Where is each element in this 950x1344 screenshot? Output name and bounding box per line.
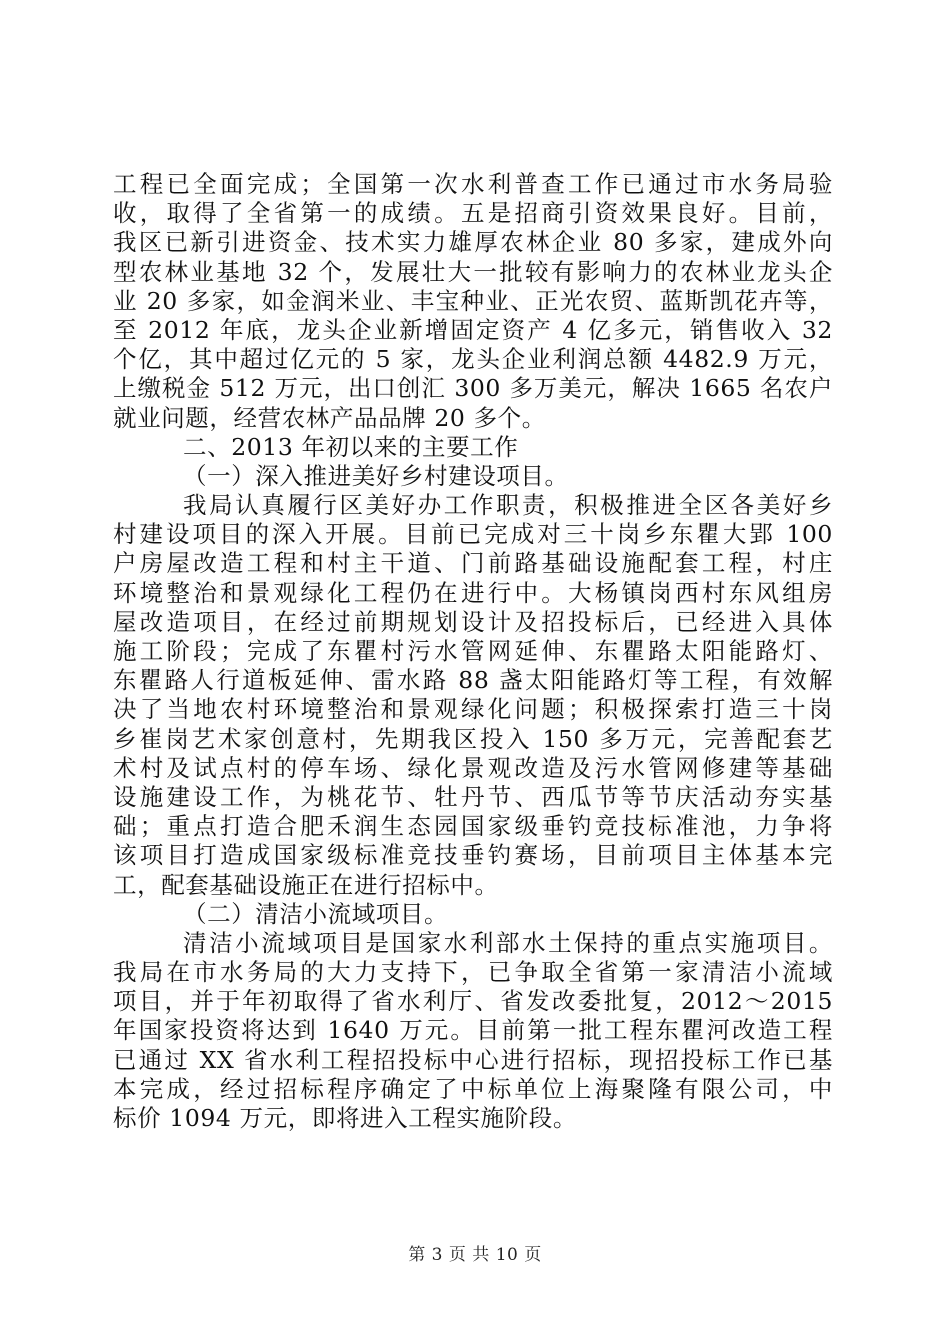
text-line: 本完成，经过招标程序确定了中标单位上海聚隆有限公司，中 xyxy=(113,1074,833,1103)
text-line: 工程已全面完成；全国第一次水利普查工作已通过市水务局验 xyxy=(113,170,833,198)
text-line: 年国家投资将达到 1640 万元。目前第一批工程东瞿河改造工程 xyxy=(113,1016,833,1045)
text-line: 我区已新引进资金、技术实力雄厚农林企业 80 多家，建成外向 xyxy=(113,228,833,257)
text-line: 我局在市水务局的大力支持下，已争取全省第一家清洁小流域 xyxy=(113,958,833,987)
text-line: 户房屋改造工程和村主干道、门前路基础设施配套工程，村庄 xyxy=(113,549,833,578)
text-line: 清洁小流域项目是国家水利部水土保持的重点实施项目。 xyxy=(183,928,833,957)
text-line: 我局认真履行区美好办工作职责，积极推进全区各美好乡 xyxy=(183,491,833,520)
text-line: 上缴税金 512 万元，出口创汇 300 多万美元，解决 1665 名农户 xyxy=(113,374,833,403)
text-line: （二）清洁小流域项目。 xyxy=(183,899,449,928)
text-line: 东瞿路人行道板延伸、雷水路 88 盏太阳能路灯等工程，有效解 xyxy=(113,666,833,695)
text-line: 村建设项目的深入开展。目前已完成对三十岗乡东瞿大郢 100 xyxy=(113,520,833,549)
text-line: 业 20 多家，如金润米业、丰宝种业、正光农贸、蓝斯凯花卉等， xyxy=(113,286,833,315)
text-line: 施工阶段；完成了东瞿村污水管网延伸、东瞿路太阳能路灯、 xyxy=(113,637,833,665)
text-line: 屋改造项目，在经过前期规划设计及招投标后，已经进入具体 xyxy=(113,607,833,636)
text-line: 已通过 XX 省水利工程招投标中心进行招标，现招投标工作已基 xyxy=(113,1045,833,1074)
document-body xyxy=(113,170,833,1133)
text-line: （一）深入推进美好乡村建设项目。 xyxy=(183,461,569,490)
text-line: 型农林业基地 32 个，发展壮大一批较有影响力的农林业龙头企 xyxy=(113,257,833,286)
text-line: 至 2012 年底，龙头企业新增固定资产 4 亿多元，销售收入 32 xyxy=(113,315,833,344)
text-line: 础；重点打造合肥禾润生态园国家级垂钓竞技标准池，力争将 xyxy=(113,812,833,841)
text-line: 工，配套基础设施正在进行招标中。 xyxy=(113,870,499,899)
text-line: 乡崔岗艺术家创意村，先期我区投入 150 多万元，完善配套艺 xyxy=(113,724,833,753)
text-line: 项目，并于年初取得了省水利厅、省发改委批复，2012～2015 xyxy=(113,987,833,1016)
text-line: 环境整治和景观绿化工程仍在进行中。大杨镇岗西村东风组房 xyxy=(113,578,833,607)
text-line: 决了当地农村环境整治和景观绿化问题；积极探索打造三十岗 xyxy=(113,695,833,724)
text-line: 设施建设工作，为桃花节、牡丹节、西瓜节等节庆活动夯实基 xyxy=(113,782,833,811)
text-line: 标价 1094 万元，即将进入工程实施阶段。 xyxy=(113,1104,577,1132)
text-line: 该项目打造成国家级标准竞技垂钓赛场，目前项目主体基本完 xyxy=(113,841,833,870)
text-line: 术村及试点村的停车场、绿化景观改造及污水管网修建等基础 xyxy=(113,753,833,782)
text-line: 收，取得了全省第一的成绩。五是招商引资效果良好。目前， xyxy=(113,199,833,228)
text-line: 个亿，其中超过亿元的 5 家，龙头企业利润总额 4482.9 万元， xyxy=(113,345,833,374)
text-line: 就业问题，经营农林产品品牌 20 多个。 xyxy=(113,403,546,432)
page-footer: 第 3 页 共 10 页 xyxy=(408,1245,542,1265)
text-line: 二、2013 年初以来的主要工作 xyxy=(183,432,519,461)
